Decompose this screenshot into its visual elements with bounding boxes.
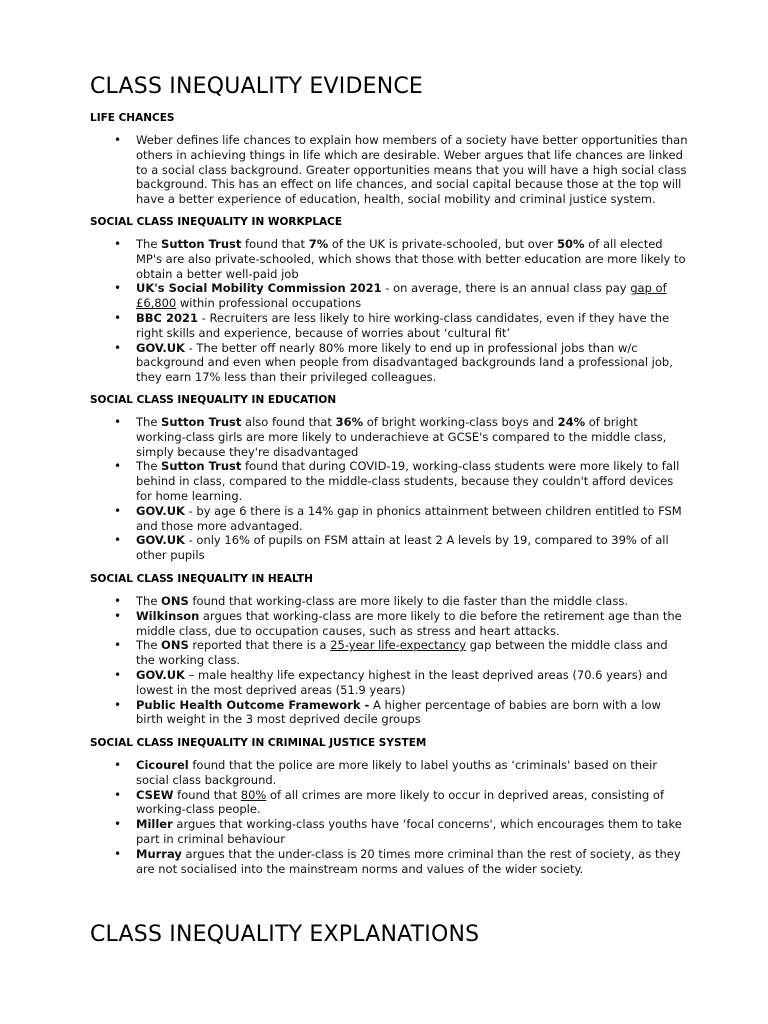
- text-run: The: [136, 638, 162, 653]
- section-list-education: [90, 415, 690, 563]
- text-run: also found that: [241, 415, 336, 429]
- text-run: The: [136, 237, 162, 251]
- bold-text: 50%: [557, 237, 585, 251]
- bold-text: Public Health Outcome Framework -: [136, 697, 370, 712]
- section-heading-education: SOCIAL CLASS INEQUALITY IN EDUCATION: [90, 394, 337, 406]
- list-item: [90, 533, 690, 563]
- list-item: [90, 758, 690, 788]
- bold-text: 24%: [557, 415, 586, 429]
- text-run: of bright working-class boys and: [363, 415, 558, 429]
- list-item: [90, 609, 690, 639]
- text-run: argues that the under-class is 20 times more criminal than the rest of society, as they are not socialised into the mainstream norms and values of the wider society.: [136, 846, 681, 876]
- list-item: [90, 341, 690, 385]
- bold-text: ONS: [161, 594, 189, 608]
- underlined-text: 25-year life-expectancy: [330, 638, 467, 653]
- list-item: [90, 698, 690, 728]
- bold-text: 7%: [308, 237, 329, 251]
- text-run: found that: [173, 787, 241, 802]
- text-run: of all elected MP's are also private-schooled, which shows that those with better education are more likely to obtain a better well-paid job: [136, 237, 686, 281]
- text-run: of bright working-class girls are more likely to underachieve at GCSE's compared to the middle class, simply because they're disadvantaged: [136, 415, 667, 459]
- bold-text: Cicourel: [136, 758, 189, 772]
- text-run: - on average, there is an annual class pay: [381, 281, 631, 296]
- bold-text: GOV.UK: [136, 533, 185, 548]
- text-run: - The better off nearly 80% more likely to end up in professional jobs than w/c background and even when people from disadvantaged backgrounds land a professional job, they earn 17% less than their privileged colleagues.: [136, 340, 673, 385]
- list-item: [90, 788, 690, 818]
- text-run: argues that working-class youths have ‘focal concerns', which encourages them to take part in criminal behaviour: [136, 817, 682, 846]
- list-item: [90, 281, 690, 311]
- text-run: The: [136, 594, 162, 608]
- text-run: of all crimes are more likely to occur in deprived areas, consisting of working-class people.: [136, 787, 665, 817]
- bold-text: Miller: [136, 817, 173, 832]
- list-item: [90, 638, 690, 668]
- list-item: [90, 459, 690, 503]
- bold-text: 36%: [335, 415, 364, 429]
- page-title: CLASS INEQUALITY EVIDENCE: [90, 74, 424, 99]
- text-run: argues that working-class are more likely to die before the retirement age than the middle class, due to occupation causes, such as stress and heart attacks.: [136, 608, 682, 638]
- text-run: The: [136, 459, 162, 474]
- text-run: within professional occupations: [176, 296, 362, 311]
- list-item: [90, 594, 690, 609]
- list-item: [90, 847, 690, 877]
- list-item: [90, 817, 690, 847]
- list-item: [90, 504, 690, 534]
- section-list-criminal-justice: [90, 758, 690, 876]
- section-heading-health: SOCIAL CLASS INEQUALITY IN HEALTH: [90, 573, 313, 585]
- text-run: found that the police are more likely to label youths as ‘criminals' based on their social class background.: [136, 758, 658, 787]
- bold-text: CSEW: [136, 787, 174, 802]
- text-run: Weber defines life chances to explain how members of a society have better opportunities than others in achieving things in life which are desirable. Weber argues that life chances are linked to a social class background. Greater opportunities means that you will have a high social class background. This has an effect on life chances, and social capital because those at the top will have a better experience of education, health, social mobility and criminal justice system.: [136, 133, 688, 207]
- bold-text: GOV.UK: [136, 340, 185, 355]
- text-run: A higher percentage of babies are born with a low birth weight in the 3 most deprived decile groups: [136, 697, 661, 727]
- text-run: The: [136, 415, 162, 429]
- text-run: found that working-class are more likely to die faster than the middle class.: [188, 594, 628, 608]
- bold-text: UK's Social Mobility Commission 2021: [136, 281, 382, 296]
- explanations-title: CLASS INEQUALITY EXPLANATIONS: [90, 922, 480, 947]
- bold-text: BBC 2021: [136, 310, 198, 325]
- section-list-life-chances: [90, 133, 690, 207]
- text-run: of the UK is private-schooled, but over: [328, 237, 558, 251]
- text-run: found that during COVID-19, working-class students were more likely to fall behind in class, compared to the middle-class students, because they couldn't afford devices for home learning.: [136, 459, 680, 503]
- section-list-workplace: [90, 237, 690, 385]
- bold-text: GOV.UK: [136, 667, 185, 682]
- bold-text: Murray: [136, 846, 182, 861]
- text-run: - by age 6 there is a 14% gap in phonics attainment between children entitled to FSM and those more advantaged.: [136, 503, 682, 533]
- list-item: [90, 133, 690, 207]
- bold-text: Sutton Trust: [161, 415, 242, 429]
- underlined-text: 80%: [240, 787, 267, 802]
- section-heading-workplace: SOCIAL CLASS INEQUALITY IN WORKPLACE: [90, 216, 343, 228]
- list-item: [90, 415, 690, 459]
- underlined-text: gap of £6,800: [136, 281, 667, 311]
- text-run: - only 16% of pupils on FSM attain at least 2 A levels by 19, compared to 39% of all other pupils: [136, 533, 669, 563]
- section-heading-criminal-justice: SOCIAL CLASS INEQUALITY IN CRIMINAL JUSTICE SYSTEM: [90, 737, 427, 749]
- bold-text: Sutton Trust: [161, 459, 242, 474]
- text-run: – male healthy life expectancy highest in the least deprived areas (70.6 years) and lowest in the most deprived areas (51.9 years): [136, 667, 668, 697]
- list-item: [90, 668, 690, 698]
- bold-text: Sutton Trust: [161, 237, 242, 251]
- bold-text: GOV.UK: [136, 503, 185, 518]
- list-item: [90, 237, 690, 281]
- list-item: [90, 311, 690, 341]
- bold-text: Wilkinson: [136, 608, 200, 623]
- section-list-health: [90, 594, 690, 727]
- text-run: - Recruiters are less likely to hire working-class candidates, even if they have the right skills and experience, because of worries about ‘cultural fit’: [136, 310, 670, 340]
- text-run: gap between the middle class and the working class.: [136, 638, 668, 668]
- text-run: found that: [241, 237, 309, 251]
- section-heading-life-chances: LIFE CHANCES: [90, 112, 175, 124]
- text-run: reported that there is a: [188, 638, 331, 653]
- bold-text: ONS: [161, 638, 189, 653]
